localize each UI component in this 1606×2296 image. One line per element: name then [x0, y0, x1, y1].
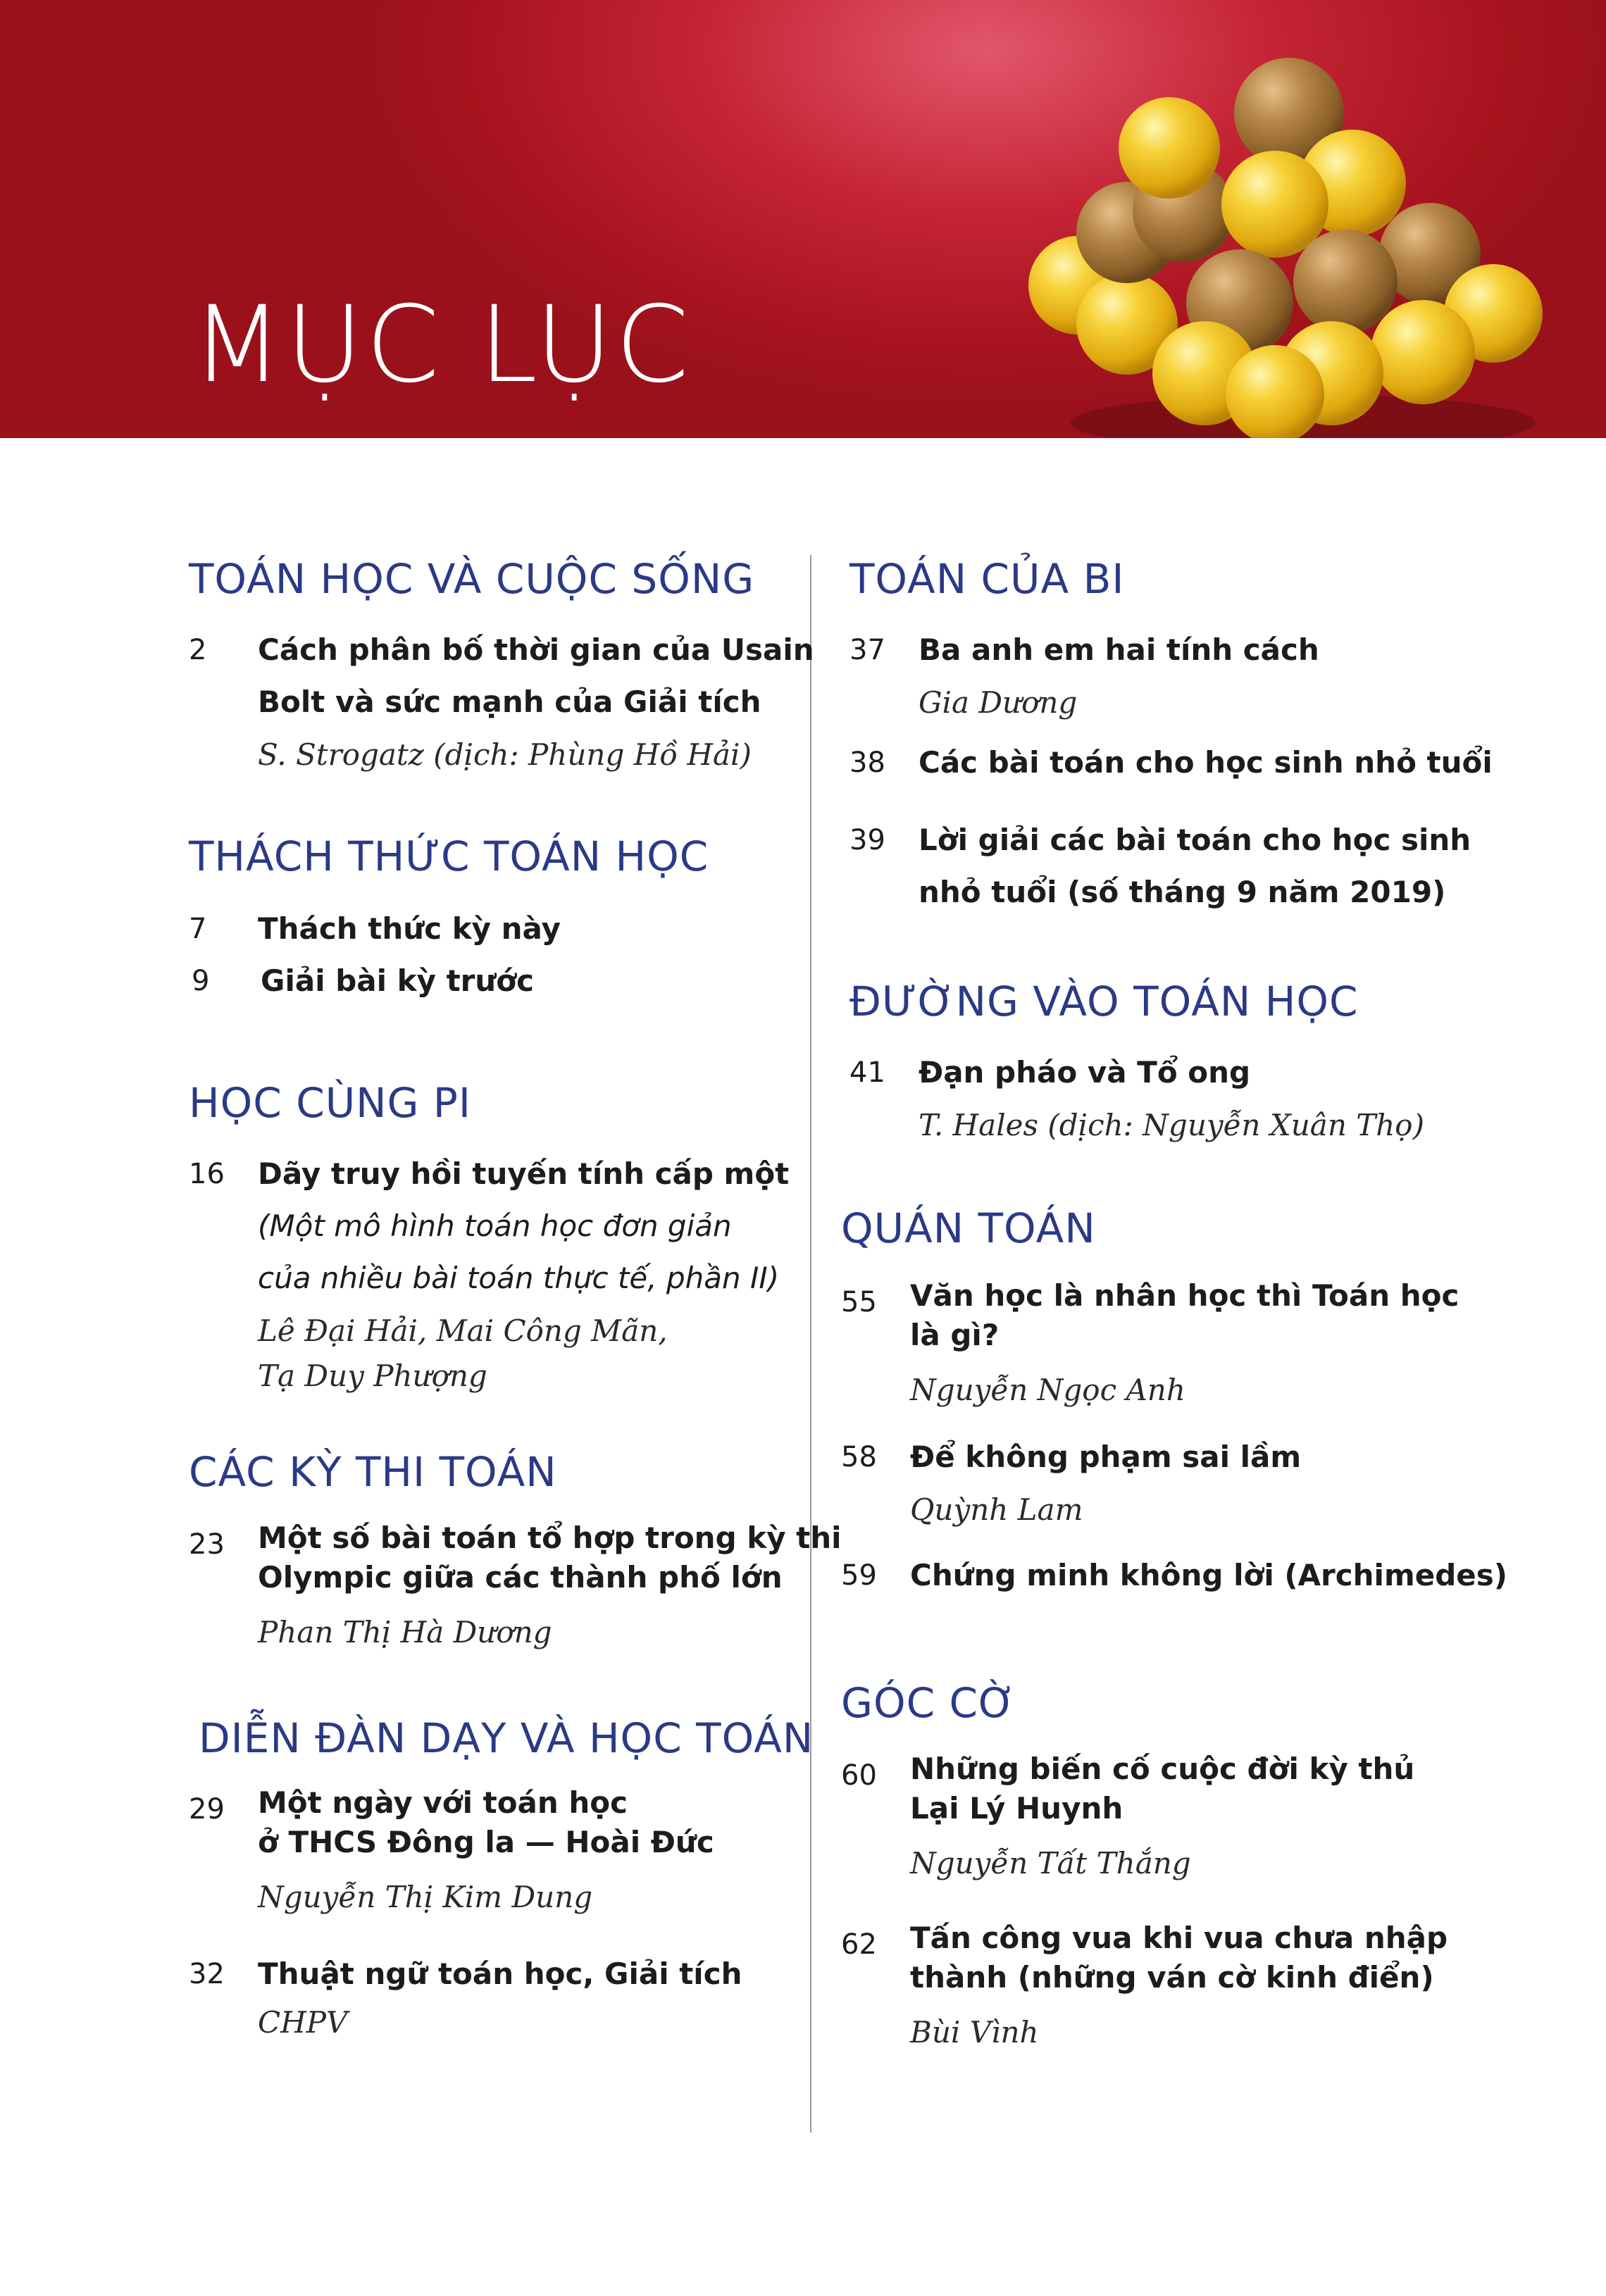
entry-author: Bùi Vình — [910, 2015, 1039, 2049]
entry-title: Dãy truy hồi tuyến tính cấp một — [258, 1156, 790, 1191]
entry-title: Chứng minh không lời (Archimedes) — [910, 1558, 1507, 1592]
entry-title: Ba anh em hai tính cách — [919, 632, 1319, 667]
entry-author: T. Hales (dịch: Nguyễn Xuân Thọ) — [919, 1108, 1424, 1142]
page-number: 32 — [189, 1958, 225, 1990]
page-number: 37 — [849, 634, 885, 666]
section-heading: CÁC KỲ THI TOÁN — [189, 1448, 557, 1496]
page-number: 62 — [841, 1928, 877, 1961]
entry-title: Lời giải các bài toán cho học sinh nhỏ tuổi (số tháng 9 năm 2019) — [919, 823, 1471, 909]
section-toan-cua-bi — [849, 552, 1125, 606]
section-toan-hoc-va-cuoc-song — [189, 552, 754, 606]
entry-author: Nguyễn Tất Thắng — [910, 1846, 1191, 1880]
entry-title: Tấn công vua khi vua chưa nhập thành (những ván cờ kinh điển) — [910, 1921, 1448, 1995]
section-heading: TOÁN HỌC VÀ CUỘC SỐNG — [189, 555, 755, 603]
page-title: MỤC LỤC — [192, 284, 692, 406]
page-number: 23 — [189, 1528, 225, 1561]
page-number: 60 — [841, 1759, 877, 1792]
section-goc-co — [841, 1676, 1016, 1730]
page-number: 39 — [849, 824, 885, 856]
entry-author: Lê Đại Hải, Mai Công Mãn, Tạ Duy Phượng — [258, 1314, 668, 1393]
page-number: 41 — [849, 1056, 885, 1089]
entry-title: Đạn pháo và Tổ ong — [919, 1055, 1251, 1090]
section-heading: QUÁN TOÁN — [841, 1204, 1096, 1252]
section-heading: TOÁN CỦA BI — [849, 555, 1125, 603]
page-number: 55 — [841, 1286, 877, 1318]
entry-subtitle: (Một mô hình toán học đơn giản của nhiều bài toán thực tế, phần II) — [258, 1209, 780, 1295]
page-number: 59 — [841, 1559, 877, 1592]
entry-author: Quỳnh Lam — [910, 1492, 1083, 1527]
entry-title: Các bài toán cho học sinh nhỏ tuổi — [919, 745, 1493, 780]
page-number: 9 — [192, 965, 210, 997]
column-divider — [810, 555, 811, 2133]
section-dien-dan-day-va-hoc-toan — [199, 1711, 814, 1765]
entry-author: Nguyễn Ngọc Anh — [910, 1373, 1185, 1407]
entry-title: Những biến cố cuộc đời kỳ thủ Lại Lý Huynh — [910, 1752, 1415, 1826]
page-number: 2 — [189, 634, 207, 666]
page-number: 16 — [189, 1158, 225, 1190]
section-heading: GÓC CỜ — [841, 1679, 1016, 1727]
section-hoc-cung-pi — [189, 1076, 471, 1130]
page-number: 38 — [849, 747, 885, 779]
section-duong-vao-toan-hoc — [849, 975, 1358, 1028]
entry-title: Thuật ngữ toán học, Giải tích — [258, 1957, 742, 1991]
entry-author: Gia Dương — [919, 685, 1078, 720]
section-heading: DIỄN ĐÀN DẠY VÀ HỌC TOÁN — [199, 1714, 814, 1762]
page-number: 7 — [189, 913, 207, 945]
entry-title: Văn học là nhân học thì Toán học là gì? — [910, 1278, 1459, 1352]
header-banner — [0, 0, 1606, 438]
entry-author: Nguyễn Thị Kim Dung — [258, 1880, 593, 1914]
entry-title: Giải bài kỳ trước — [261, 963, 535, 998]
entry-title: Một số bài toán tổ hợp trong kỳ thi Olympic giữa các thành phố lớn — [258, 1521, 842, 1595]
entry-author: S. Strogatz (dịch: Phùng Hồ Hải) — [258, 737, 752, 772]
section-heading: HỌC CÙNG PI — [189, 1079, 471, 1127]
entry-title: Thách thức kỳ này — [258, 911, 561, 946]
section-cac-ky-thi-toan — [189, 1445, 557, 1499]
page-number: 29 — [189, 1793, 225, 1826]
section-heading: THÁCH THỨC TOÁN HỌC — [189, 832, 709, 880]
entry-author: CHPV — [258, 2005, 348, 2040]
ball-pyramid-image — [1028, 42, 1564, 438]
section-thach-thuc-toan-hoc — [189, 830, 709, 883]
entry-title: Để không phạm sai lầm — [910, 1440, 1302, 1474]
section-heading: ĐƯỜNG VÀO TOÁN HỌC — [849, 978, 1359, 1025]
entry-title: Cách phân bố thời gian của Usain Bolt và sức mạnh của Giải tích — [258, 632, 814, 719]
page-number: 58 — [841, 1441, 877, 1473]
entry-author: Phan Thị Hà Dương — [258, 1615, 552, 1649]
section-quan-toan — [841, 1202, 1096, 1255]
entry-title: Một ngày với toán học ở THCS Đông la — Hoài Đức — [258, 1785, 714, 1859]
